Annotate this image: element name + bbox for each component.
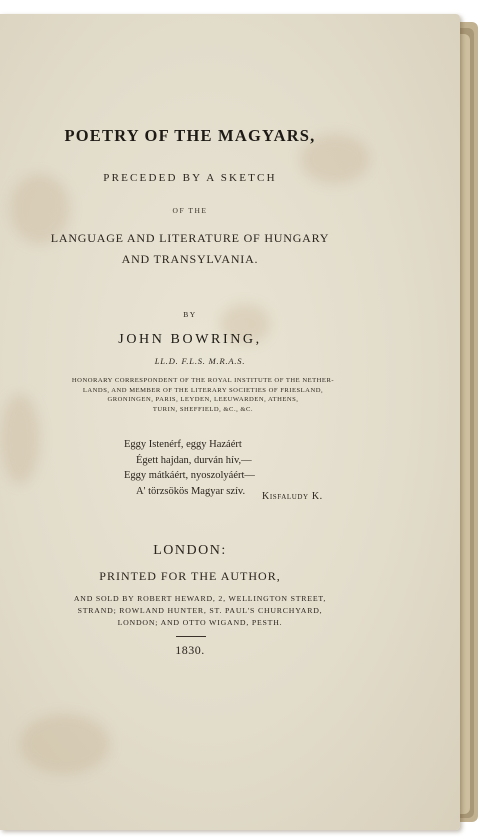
affiliation-line: HONORARY CORRESPONDENT OF THE ROYAL INSTITUTE OF THE NETHER-: [71, 377, 335, 384]
affiliation-line: TURIN, SHEFFIELD, &C., &C.: [152, 405, 254, 413]
author-degrees: LL.D. F.L.S. M.R.A.S.: [154, 356, 246, 366]
imprint-printed-for: PRINTED FOR THE AUTHOR,: [99, 569, 281, 583]
author-affiliations: [28, 376, 378, 414]
poem-line: Eggy Istenérf, eggy Hazáért: [124, 439, 242, 450]
poem-line: Eggy mátkáért, nyoszolyáért—: [124, 470, 255, 481]
poem-line: A' törzsökös Magyar szív.: [136, 485, 246, 497]
affiliation-line: GRONINGEN, PARIS, LEYDEN, LEEUWARDEN, ATHENS,: [107, 396, 299, 403]
subtitle-of-the: OF THE: [172, 206, 208, 215]
author-name: JOHN BOWRING,: [118, 332, 262, 347]
seller-line: LONDON; AND OTTO WIGAND, PESTH.: [117, 618, 283, 627]
book-title: POETRY OF THE MAGYARS,: [64, 126, 316, 145]
imprint-sellers: [20, 593, 380, 629]
imprint-place: LONDON:: [153, 543, 227, 558]
imprint-divider: [176, 636, 206, 637]
subtitle-language-line2: AND TRANSYLVANIA.: [121, 252, 259, 266]
affiliation-line: LANDS, AND MEMBER OF THE LITERARY SOCIETIES OF FRIESLAND,: [82, 386, 324, 394]
subtitle-preceded: PRECEDED BY A SKETCH: [103, 172, 277, 184]
by-label: BY: [183, 310, 197, 319]
epigraph-attribution: Kisfaludy K.: [262, 491, 323, 502]
subtitle-language-line1: LANGUAGE AND LITERATURE OF HUNGARY: [50, 231, 330, 245]
seller-line: AND SOLD BY ROBERT HEWARD, 2, WELLINGTON STREET,: [73, 594, 327, 603]
seller-line: STRAND; ROWLAND HUNTER, ST. PAUL'S CHURCHYARD,: [77, 606, 323, 615]
epigraph-poem: [124, 437, 255, 499]
publication-year: 1830.: [175, 643, 205, 657]
foxing-stain: [20, 714, 110, 774]
poem-line: Égett hajdan, durván hív,—: [136, 454, 252, 466]
